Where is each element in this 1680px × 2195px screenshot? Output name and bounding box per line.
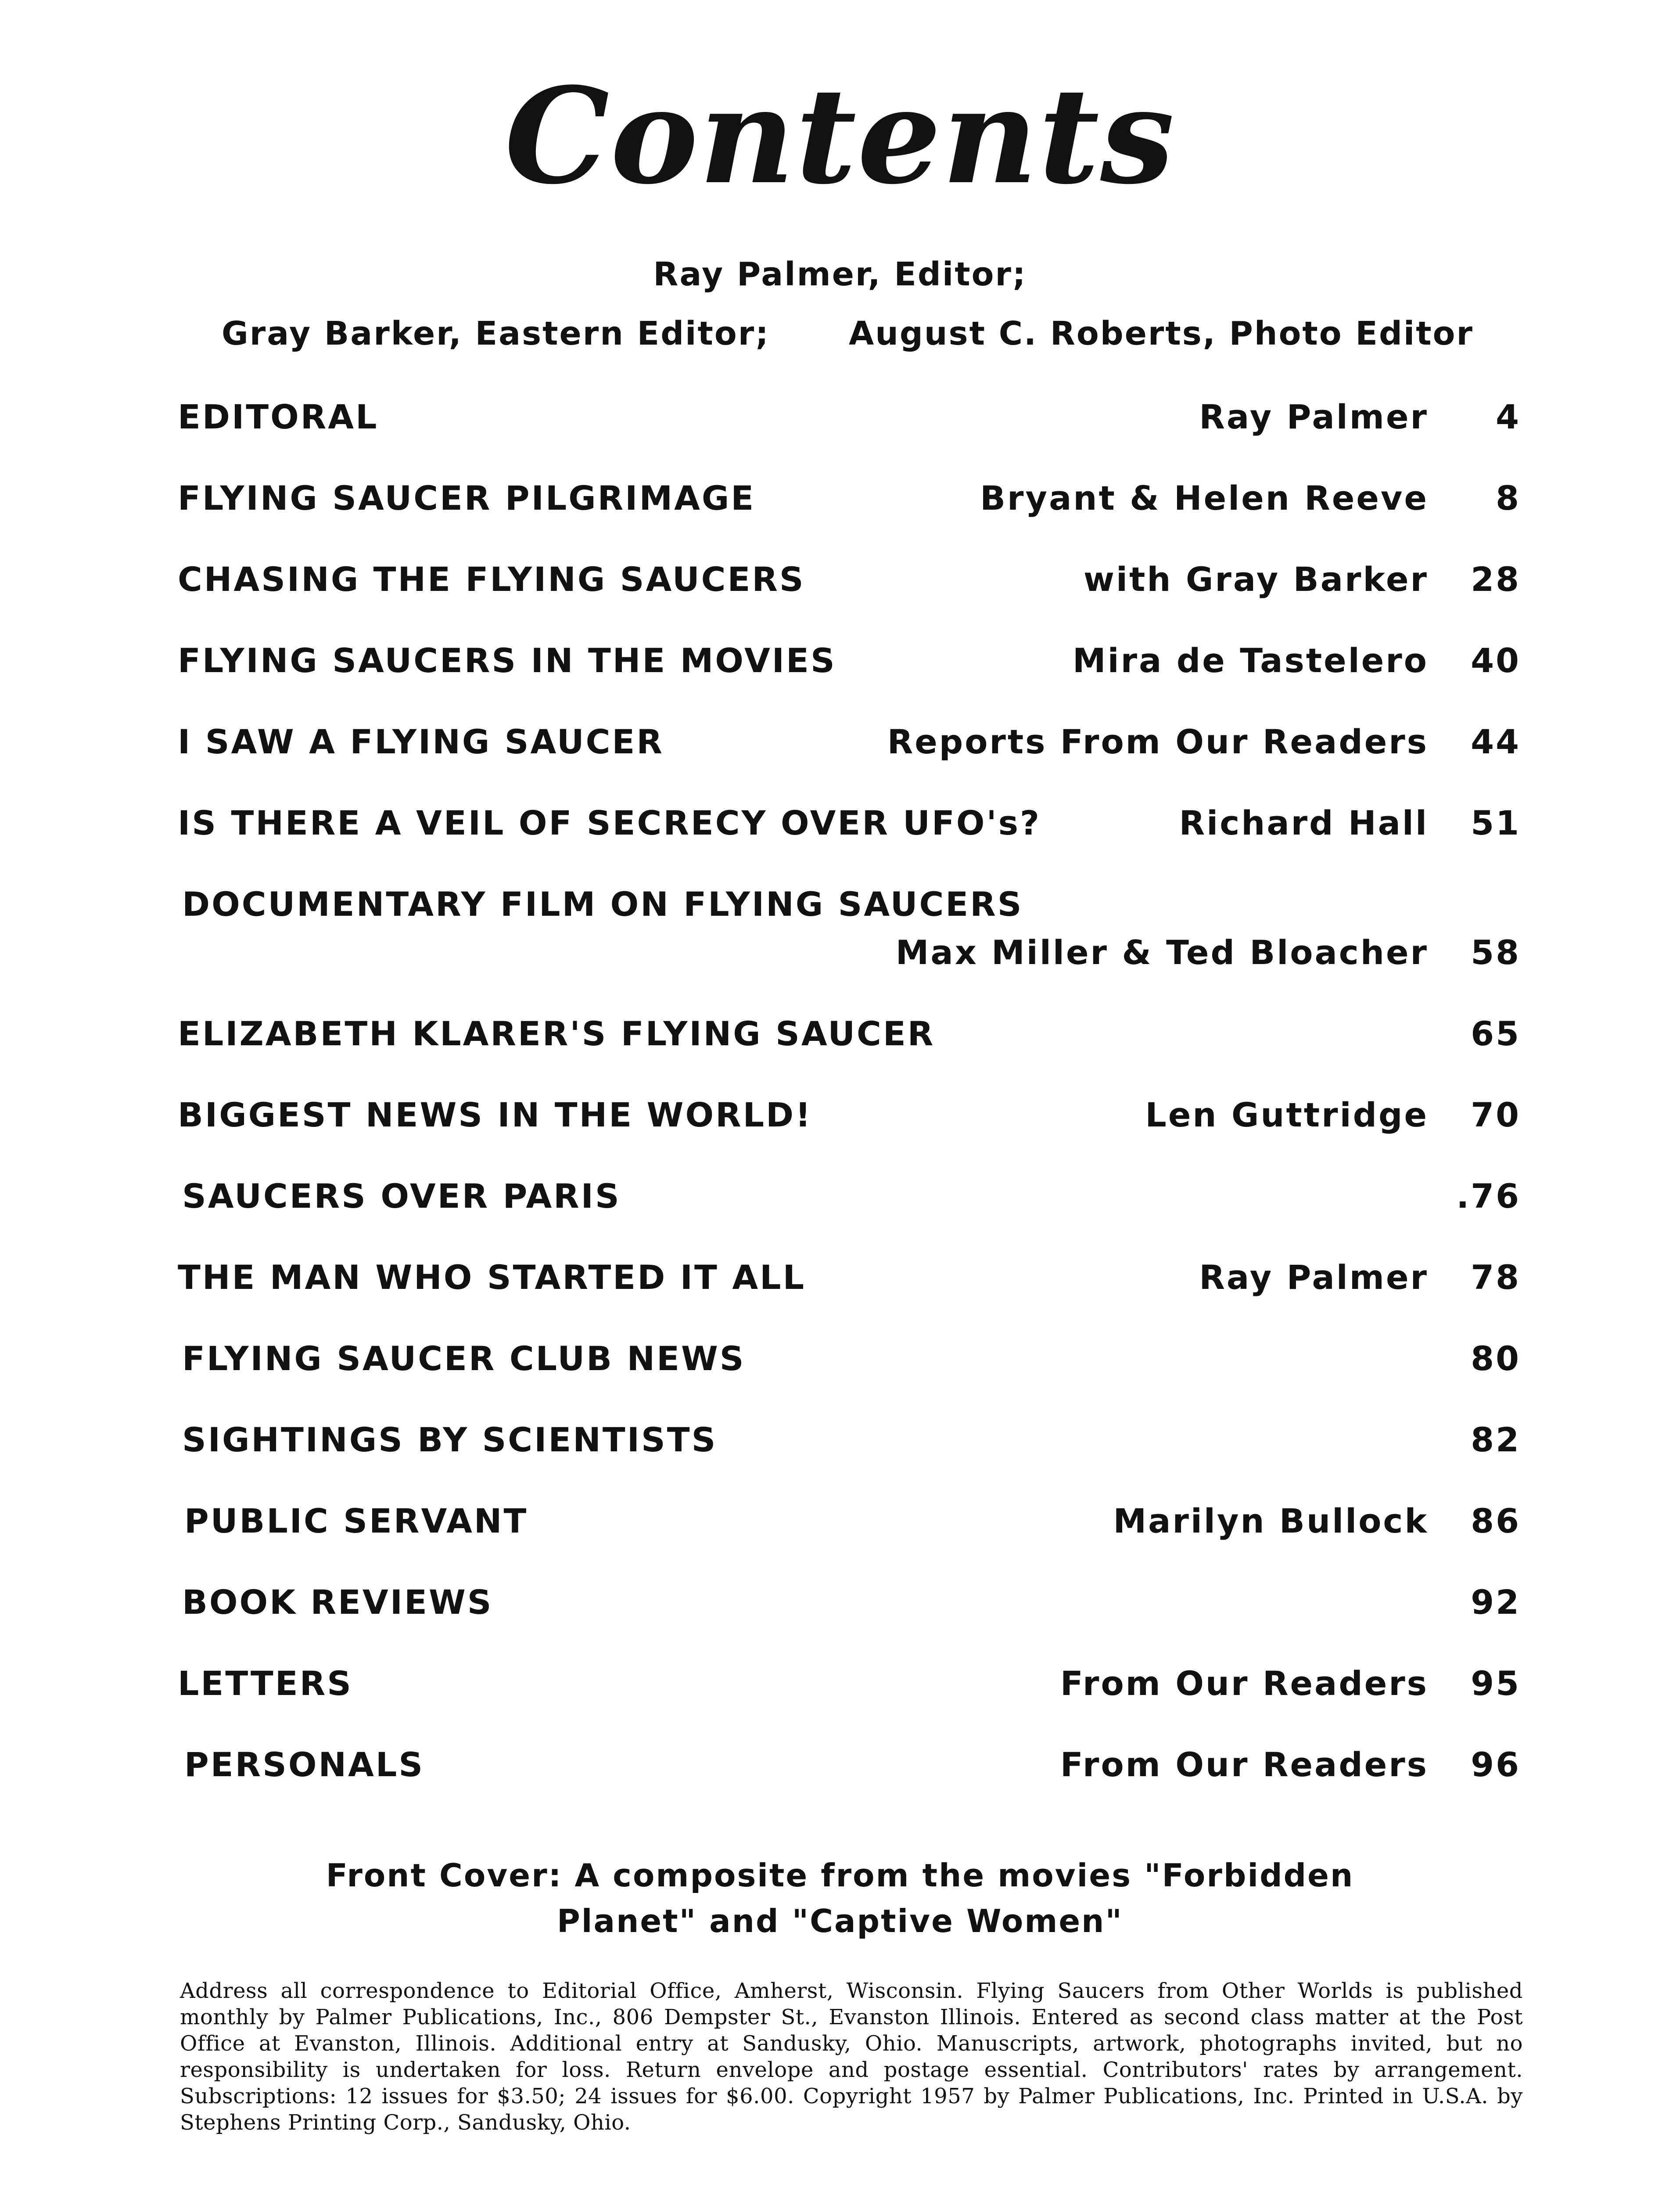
toc-row — [178, 1416, 1521, 1464]
publication-fineprint: Address all correspondence to Editorial Office, Amherst, Wisconsin. Flying Saucers from Other Worlds is published monthly by Palmer Publications, Inc., 806 Dempster St., Evanston Illinois. Entered as second class matter at the Post Office at Evanston, Illinois. Additional entry at Sandusky, Ohio. Manuscripts, artwork, photographs invited, but no responsibility is undertaken for loss. Return envelope and postage essential. Contributors' rates by arrangement. Subscriptions: 12 issues for $3.50; 24 issues for $6.00. Copyright 1957 by Palmer Publications, Inc. Printed in U.S.A. by Stephens Printing Corp., Sandusky, Ohio. — [180, 1979, 1523, 2135]
toc-article-title: DOCUMENTARY FILM ON FLYING SAUCERS — [182, 885, 1023, 924]
toc-article-author: Mira de Tastelero — [1072, 641, 1429, 680]
toc-page-number: 65 — [1471, 1014, 1521, 1053]
toc-article-author: Bryant & Helen Reeve — [980, 479, 1429, 518]
toc-row — [178, 1335, 1521, 1383]
toc-article-title: ELIZABETH KLARER'S FLYING SAUCER — [178, 1014, 935, 1053]
toc-article-title: PERSONALS — [184, 1745, 425, 1784]
photo-editor-credit: August C. Roberts, Photo Editor — [848, 315, 1474, 353]
toc-row — [178, 880, 1521, 977]
toc-page-number: .76 — [1456, 1177, 1521, 1216]
toc-row — [178, 555, 1521, 604]
toc-page-number: 86 — [1471, 1501, 1521, 1540]
toc-article-author: From Our Readers — [1060, 1664, 1429, 1703]
toc-page-number: 92 — [1471, 1583, 1521, 1622]
toc-row — [178, 637, 1521, 685]
toc-row — [178, 1253, 1521, 1302]
editor-credit: Ray Palmer, Editor; — [653, 255, 1027, 293]
toc-article-author: From Our Readers — [1060, 1745, 1429, 1784]
toc-article-author: Max Miller & Ted Bloacher — [895, 933, 1429, 972]
toc-page-number: 82 — [1471, 1420, 1521, 1459]
toc-article-author: Marilyn Bullock — [1113, 1501, 1429, 1540]
toc-row — [178, 718, 1521, 766]
toc-article-title: BOOK REVIEWS — [182, 1583, 493, 1622]
toc-article-author: with Gray Barker — [1083, 560, 1429, 599]
toc-article-title: CHASING THE FLYING SAUCERS — [178, 560, 805, 599]
toc-article-title: FLYING SAUCER CLUB NEWS — [182, 1339, 746, 1378]
toc-article-author: Len Guttridge — [1145, 1095, 1429, 1134]
toc-article-author: Reports From Our Readers — [887, 722, 1429, 761]
toc-row — [178, 799, 1521, 847]
toc-article-title: BIGGEST NEWS IN THE WORLD! — [178, 1095, 812, 1134]
toc-article-title: THE MAN WHO STARTED IT ALL — [178, 1258, 806, 1297]
toc-page-number: 40 — [1471, 641, 1521, 680]
toc-article-title: SIGHTINGS BY SCIENTISTS — [182, 1420, 718, 1459]
toc-article-title: SAUCERS OVER PARIS — [182, 1177, 621, 1216]
toc-article-author: Ray Palmer — [1199, 1258, 1429, 1297]
eastern-editor-credit: Gray Barker, Eastern Editor; — [222, 315, 770, 353]
toc-article-title: FLYING SAUCER PILGRIMAGE — [178, 479, 756, 518]
toc-row — [178, 474, 1521, 522]
toc-page-number: 70 — [1471, 1095, 1521, 1134]
toc-page-number: 78 — [1471, 1258, 1521, 1297]
toc-article-title: I SAW A FLYING SAUCER — [178, 722, 664, 761]
toc-article-title: LETTERS — [178, 1664, 353, 1703]
toc-page-number: 51 — [1471, 803, 1521, 842]
toc-article-author: Richard Hall — [1179, 803, 1429, 842]
toc-page-number: 95 — [1471, 1664, 1521, 1703]
toc-article-title: EDITORAL — [178, 397, 379, 436]
toc-page-number: 96 — [1471, 1745, 1521, 1784]
toc-article-title: PUBLIC SERVANT — [184, 1501, 528, 1540]
toc-article-title: FLYING SAUCERS IN THE MOVIES — [178, 641, 836, 680]
front-cover-note — [0, 1853, 1680, 1944]
toc-row — [178, 1172, 1521, 1220]
toc-row — [178, 393, 1521, 441]
toc-page-number: 8 — [1496, 479, 1521, 518]
toc-page-number: 28 — [1471, 560, 1521, 599]
toc-page-number: 4 — [1496, 397, 1521, 436]
front-cover-note-line1: Front Cover: A composite from the movies "Forbidden — [326, 1857, 1354, 1894]
toc-article-title: IS THERE A VEIL OF SECRECY OVER UFO's? — [178, 803, 1041, 842]
toc-page-number: 80 — [1471, 1339, 1521, 1378]
toc-row — [178, 1091, 1521, 1139]
toc-row — [178, 1741, 1521, 1789]
toc-page-number: 58 — [1471, 933, 1521, 972]
toc-page-number: 44 — [1471, 722, 1521, 761]
toc-row — [178, 1578, 1521, 1626]
toc-row — [178, 1659, 1521, 1708]
toc-row — [178, 1010, 1521, 1058]
toc-row — [178, 1497, 1521, 1545]
front-cover-note-line2: Planet" and "Captive Women" — [557, 1903, 1123, 1940]
toc-article-author: Ray Palmer — [1199, 397, 1429, 436]
contents-title: Contents — [504, 58, 1175, 213]
